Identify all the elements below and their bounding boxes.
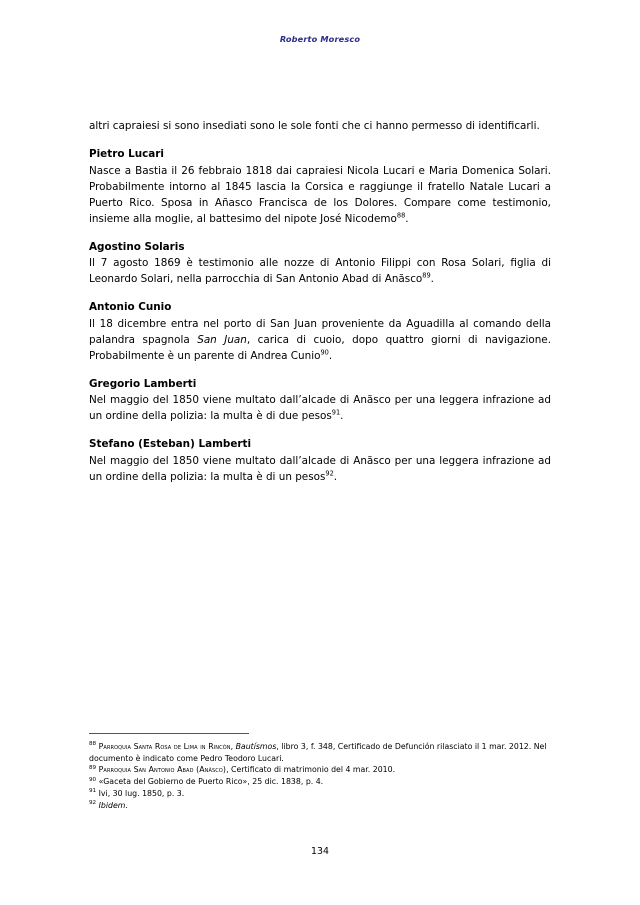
paragraph-text-tail: . [430, 273, 434, 285]
footnote-number: 91 [89, 788, 97, 795]
footnote-marker[interactable]: 89 [422, 271, 431, 280]
section-paragraph [89, 163, 551, 227]
footnote-marker[interactable]: 92 [325, 469, 334, 478]
paragraph-text-after: , carica di cuoio, dopo quattro giorni di navigazione. Probabilmente è un parente di Andrea Cunio [89, 333, 552, 362]
paragraph-text-tail: . [340, 410, 344, 422]
paragraph-text-tail: . [333, 470, 338, 483]
footnote-number: 92 [89, 799, 97, 806]
paragraph-text-before: Il 18 dicembre entra nel porto di San Juan proveniente da Aguadilla al comando della palandra spagnola [89, 317, 551, 346]
footnote-item [89, 788, 551, 800]
section-paragraph [89, 453, 551, 485]
section-paragraph [89, 255, 551, 287]
footnote-smallcaps-source: Parroquia San Antonio Abad (Anãsco) [98, 765, 227, 775]
page-number: 134 [311, 846, 329, 857]
footnote-rest-text: , libro 3, f. 348, Certificado de Defunción rilasciato il 1 mar. 2012. Nel documento è indicato come Pedro Teodoro Lucari. [89, 742, 547, 763]
footnote-marker[interactable]: 90 [320, 348, 329, 357]
running-head: Roberto Moresco [279, 34, 361, 44]
footnote-number: 89 [89, 764, 97, 771]
section-antonio-cunio [89, 300, 551, 364]
section-heading: Antonio Cunio [89, 301, 172, 313]
paragraph-text-before: Nasce a Bastia il 26 febbraio 1818 dai capraiesi Nicola Lucari e Maria Domenica Solari. Probabilmente intorno al 1845 lascia la Corsica e raggiunge il fratello Natale Lucari a Puerto Rico. Sposa in Añasco Francisca de los Dolores. Compare come testimonio, insieme alla moglie, al battesimo del nipote José Nicodemo [89, 164, 551, 225]
footnote-smallcaps-source: Parroquia Santa Rosa de Lima in Rincón [98, 742, 231, 751]
page-content [89, 118, 551, 485]
section-heading: Pietro Lucari [89, 148, 164, 160]
footnote-rest-text: «Gaceta del Gobierno de Puerto Rico», 25 dic. 1838, p. 4. [98, 777, 324, 787]
section-stefano-esteban-lamberti [89, 437, 551, 485]
section-heading: Agostino Solaris [89, 240, 185, 253]
section-paragraph [89, 392, 551, 424]
section-pietro-lucari [89, 147, 551, 227]
section-agostino-solaris [89, 240, 551, 288]
footnote-item [89, 764, 551, 776]
paragraph-text-before: Nel maggio del 1850 viene multato dall’alcade di Anãsco per una leggera infrazione ad un ordine della polizia: la multa è di due pesos [89, 394, 551, 422]
footnote-italic-title: Bautísmos [235, 742, 277, 751]
paragraph-text-tail: . [328, 349, 333, 362]
footnote-marker[interactable]: 88 [396, 211, 406, 220]
footnote-separator-text: , [230, 742, 236, 751]
footnote-number: 90 [89, 776, 97, 783]
footnote-italic-title: Ibidem [98, 800, 126, 810]
paragraph-text-before: Il 7 agosto 1869 è testimonio alle nozze di Antonio Filippi con Rosa Solari, figlia di Leonardo Solari, nella parrocchia di San Antonio Abad di Anãsco [89, 257, 551, 285]
section-heading: Gregorio Lamberti [89, 377, 197, 390]
footnote-rest-text: Ivi, 30 lug. 1850, p. 3. [98, 788, 185, 798]
intro-paragraph: altri capraiesi si sono insediati sono le sole fonti che ci hanno permesso di identificarli. [89, 120, 540, 132]
section-paragraph [89, 316, 551, 364]
footnote-separator-rule [89, 733, 249, 734]
section-heading: Stefano (Esteban) Lamberti [89, 438, 252, 450]
footnote-item [89, 800, 551, 812]
paragraph-text-tail: . [405, 212, 409, 225]
footnote-item [89, 776, 551, 788]
footnote-rest-text: , Certificato di matrimonio del 4 mar. 2010. [226, 765, 396, 775]
paragraph-text-italic: San Juan [197, 333, 247, 346]
footnote-number: 88 [89, 741, 97, 748]
footnote-marker[interactable]: 91 [331, 408, 341, 417]
section-gregorio-lamberti [89, 377, 551, 425]
paragraph-text-before: Nel maggio del 1850 viene multato dall’alcade di Anãsco per una leggera infrazione ad un ordine della polizia: la multa è di un pesos [89, 454, 551, 483]
footnote-item [89, 741, 551, 764]
footnotes-area [89, 733, 551, 811]
footnote-rest-text: . [125, 800, 128, 810]
